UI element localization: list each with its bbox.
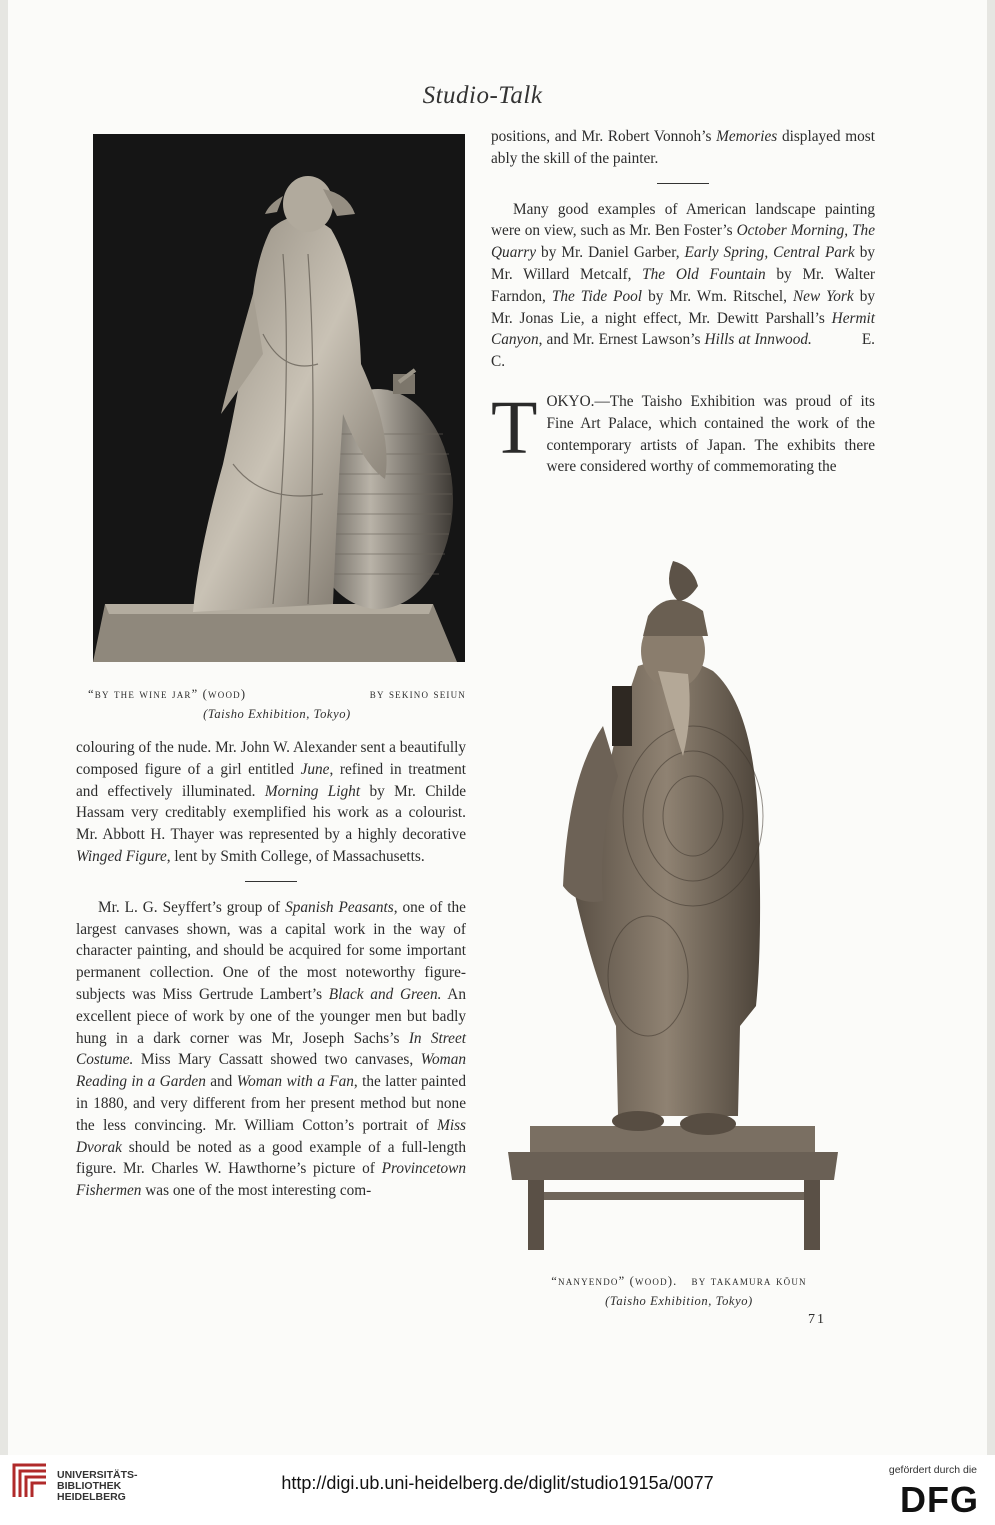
left-column-text — [76, 737, 466, 1202]
section-divider — [657, 183, 709, 184]
left-figure-caption — [88, 684, 466, 724]
caption-title: “nanyendo” (wood). — [551, 1274, 678, 1288]
paragraph: colouring of the nude. Mr. John W. Alexander sent a beautifully composed figure of a girl entitled June, refined in treatment and effectively illuminated. Morning Light by Mr. Childe Hassam very creditably exemplified his work as a colourist. Mr. Abbott H. Thayer was represented by a highly decorative Winged Figure, lent by Smith College, of Massachusetts. — [76, 739, 467, 865]
caption-source: (Taisho Exhibition, Tokyo) — [203, 707, 351, 721]
funding-note: gefördert durch die — [888, 1464, 977, 1476]
wine-jar-statue-illustration — [93, 134, 465, 662]
caption-artist: by sekino seiun — [369, 687, 466, 701]
right-figure-caption — [512, 1271, 846, 1311]
paragraph: TOKYO.—The Taisho Exhibition was proud of its Fine Art Palace, which contained the work of the contemporary artists of Japan. The exhibits there were considered worthy of commemorating the — [491, 385, 875, 476]
nanyendo-statue-photo — [508, 556, 844, 1256]
page-edge-right — [987, 0, 995, 1455]
caption-title: “by the wine jar” (wood) — [88, 687, 247, 701]
library-name: UNIVERSITÄTS- BIBLIOTHEK HEIDELBERG — [57, 1469, 138, 1503]
paragraph: positions, and Mr. Robert Vonnoh’s Memories displayed most ably the skill of the painter. — [491, 128, 875, 167]
caption-artist: by takamura kōun — [691, 1274, 807, 1288]
page-edge-left — [0, 0, 8, 1455]
paragraph: Mr. L. G. Seyffert’s group of Spanish Peasants, one of the largest canvases shown, was a capital work in the way of character painting, and should be acquired for some important permanent collection. One of the most noteworthy figure-subjects was Miss Gertrude Lambert’s Black and Green. An excellent piece of work by one of the younger men but badly hung in a dark corner was Mr, Joseph Sachs’s In Street Costume. Miss Mary Cassatt showed two canvases, Woman Reading in a Garden and Woman with a Fan, the latter painted in 1880, and very different from her present method but none the less convincing. Mr. William Cotton’s portrait of Miss Dvorak should be noted as a good example of a full-length figure. Mr. Charles W. Hawthorne’s picture of Provincetown Fishermen was one of the most interesting com- — [76, 898, 467, 1200]
caption-source: (Taisho Exhibition, Tokyo) — [605, 1294, 753, 1308]
running-head: Studio-Talk — [422, 82, 543, 109]
author-initials: E. C. — [491, 331, 875, 371]
paragraph: Many good examples of American landscape painting were on view, such as Mr. Ben Foster’s October Morning, The Quarry by Mr. Daniel Garber, Early Spring, Central Park by Mr. Willard Metcalf, The Old Fountain by Mr. Walter Farndon, The Tide Pool by Mr. Wm. Ritschel, New York by Mr. Jonas Lie, a night effect, Mr. Dewitt Parshall’s Hermit Canyon, and Mr. Ernest Lawson’s Hills at Innwood. E. C. — [491, 200, 876, 371]
page-number: 71 — [808, 1312, 826, 1327]
source-url-link[interactable]: http://digi.ub.uni-heidelberg.de/diglit/studio1915a/0077 — [281, 1473, 714, 1493]
drop-cap: T — [491, 385, 538, 470]
footer — [0, 1455, 995, 1525]
section-divider — [245, 881, 297, 882]
wine-jar-statue-photo — [93, 134, 465, 662]
right-column-text — [491, 126, 875, 478]
nanyendo-statue-illustration — [508, 556, 844, 1256]
dfg-logo: DFG — [900, 1479, 979, 1520]
